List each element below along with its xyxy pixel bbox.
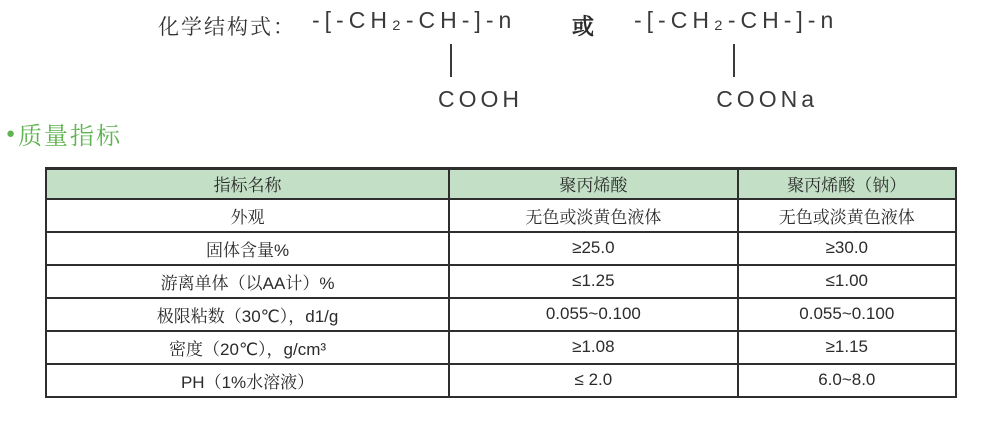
cell-paa-na-value: 0.055~0.100: [738, 298, 956, 331]
cell-paa-na-value: ≥30.0: [738, 232, 956, 265]
structure-1-chain-post: -]-n: [461, 7, 517, 33]
section-title: 质量指标: [18, 123, 123, 150]
cell-paa-value: ≥25.0: [449, 232, 737, 265]
spec-table: [45, 167, 957, 398]
header-indicator-name: 指标名称: [46, 169, 449, 199]
cell-paa-na-value: 无色或淡黄色液体: [738, 199, 956, 232]
cell-paa-na-value: ≥1.15: [738, 331, 956, 364]
structure-2-chain-post: CH-]-n: [740, 7, 839, 33]
table-row: [46, 298, 956, 331]
cell-paa-na-value: ≤1.00: [738, 265, 956, 298]
cell-paa-value: 0.055~0.100: [449, 298, 737, 331]
table-row: [46, 364, 956, 397]
structure-1-chain-pre: -[-CH₂-C: [312, 7, 441, 33]
cell-paa-na-value: 6.0~8.0: [738, 364, 956, 397]
section-heading: [6, 116, 122, 151]
cell-indicator: 极限粘数（30℃），d1/g: [46, 298, 449, 331]
structure-2-bond-line: [733, 44, 735, 77]
table-row: [46, 232, 956, 265]
formula-label: 化学结构式：: [158, 16, 296, 39]
cell-indicator: 游离单体（以AA计）%: [46, 265, 449, 298]
table-row: [46, 265, 956, 298]
structure-2-chain-pre: -[-CH₂: [634, 7, 728, 33]
structure-2-group: COONa: [716, 86, 818, 112]
cell-indicator: 密度（20℃），g/cm³: [46, 331, 449, 364]
table-row: [46, 199, 956, 232]
structure-1-attach: [437, 7, 523, 112]
structure-1-bond-anchor: H: [440, 7, 462, 33]
bullet-icon: ●: [6, 125, 16, 142]
structure-1-bond-line: [450, 44, 452, 77]
structure-1-chain: [312, 7, 523, 112]
structure-1-group: COOH: [437, 86, 523, 112]
header-sodium-polyacrylate: 聚丙烯酸（钠）: [738, 169, 956, 199]
table-row: [46, 331, 956, 364]
cell-paa-value: ≤ 2.0: [449, 364, 737, 397]
cell-indicator: 外观: [46, 199, 449, 232]
structure-2-chain: [634, 7, 839, 112]
cell-paa-value: 无色或淡黄色液体: [449, 199, 737, 232]
structure-2-bond-anchor: -: [727, 7, 741, 33]
or-label: 或: [572, 14, 595, 39]
cell-paa-value: ≤1.25: [449, 265, 737, 298]
table-header-row: [46, 169, 956, 199]
header-polyacrylic-acid: 聚丙烯酸: [449, 169, 737, 199]
cell-indicator: PH（1%水溶液）: [46, 364, 449, 397]
cell-indicator: 固体含量%: [46, 232, 449, 265]
cell-paa-value: ≥1.08: [449, 331, 737, 364]
